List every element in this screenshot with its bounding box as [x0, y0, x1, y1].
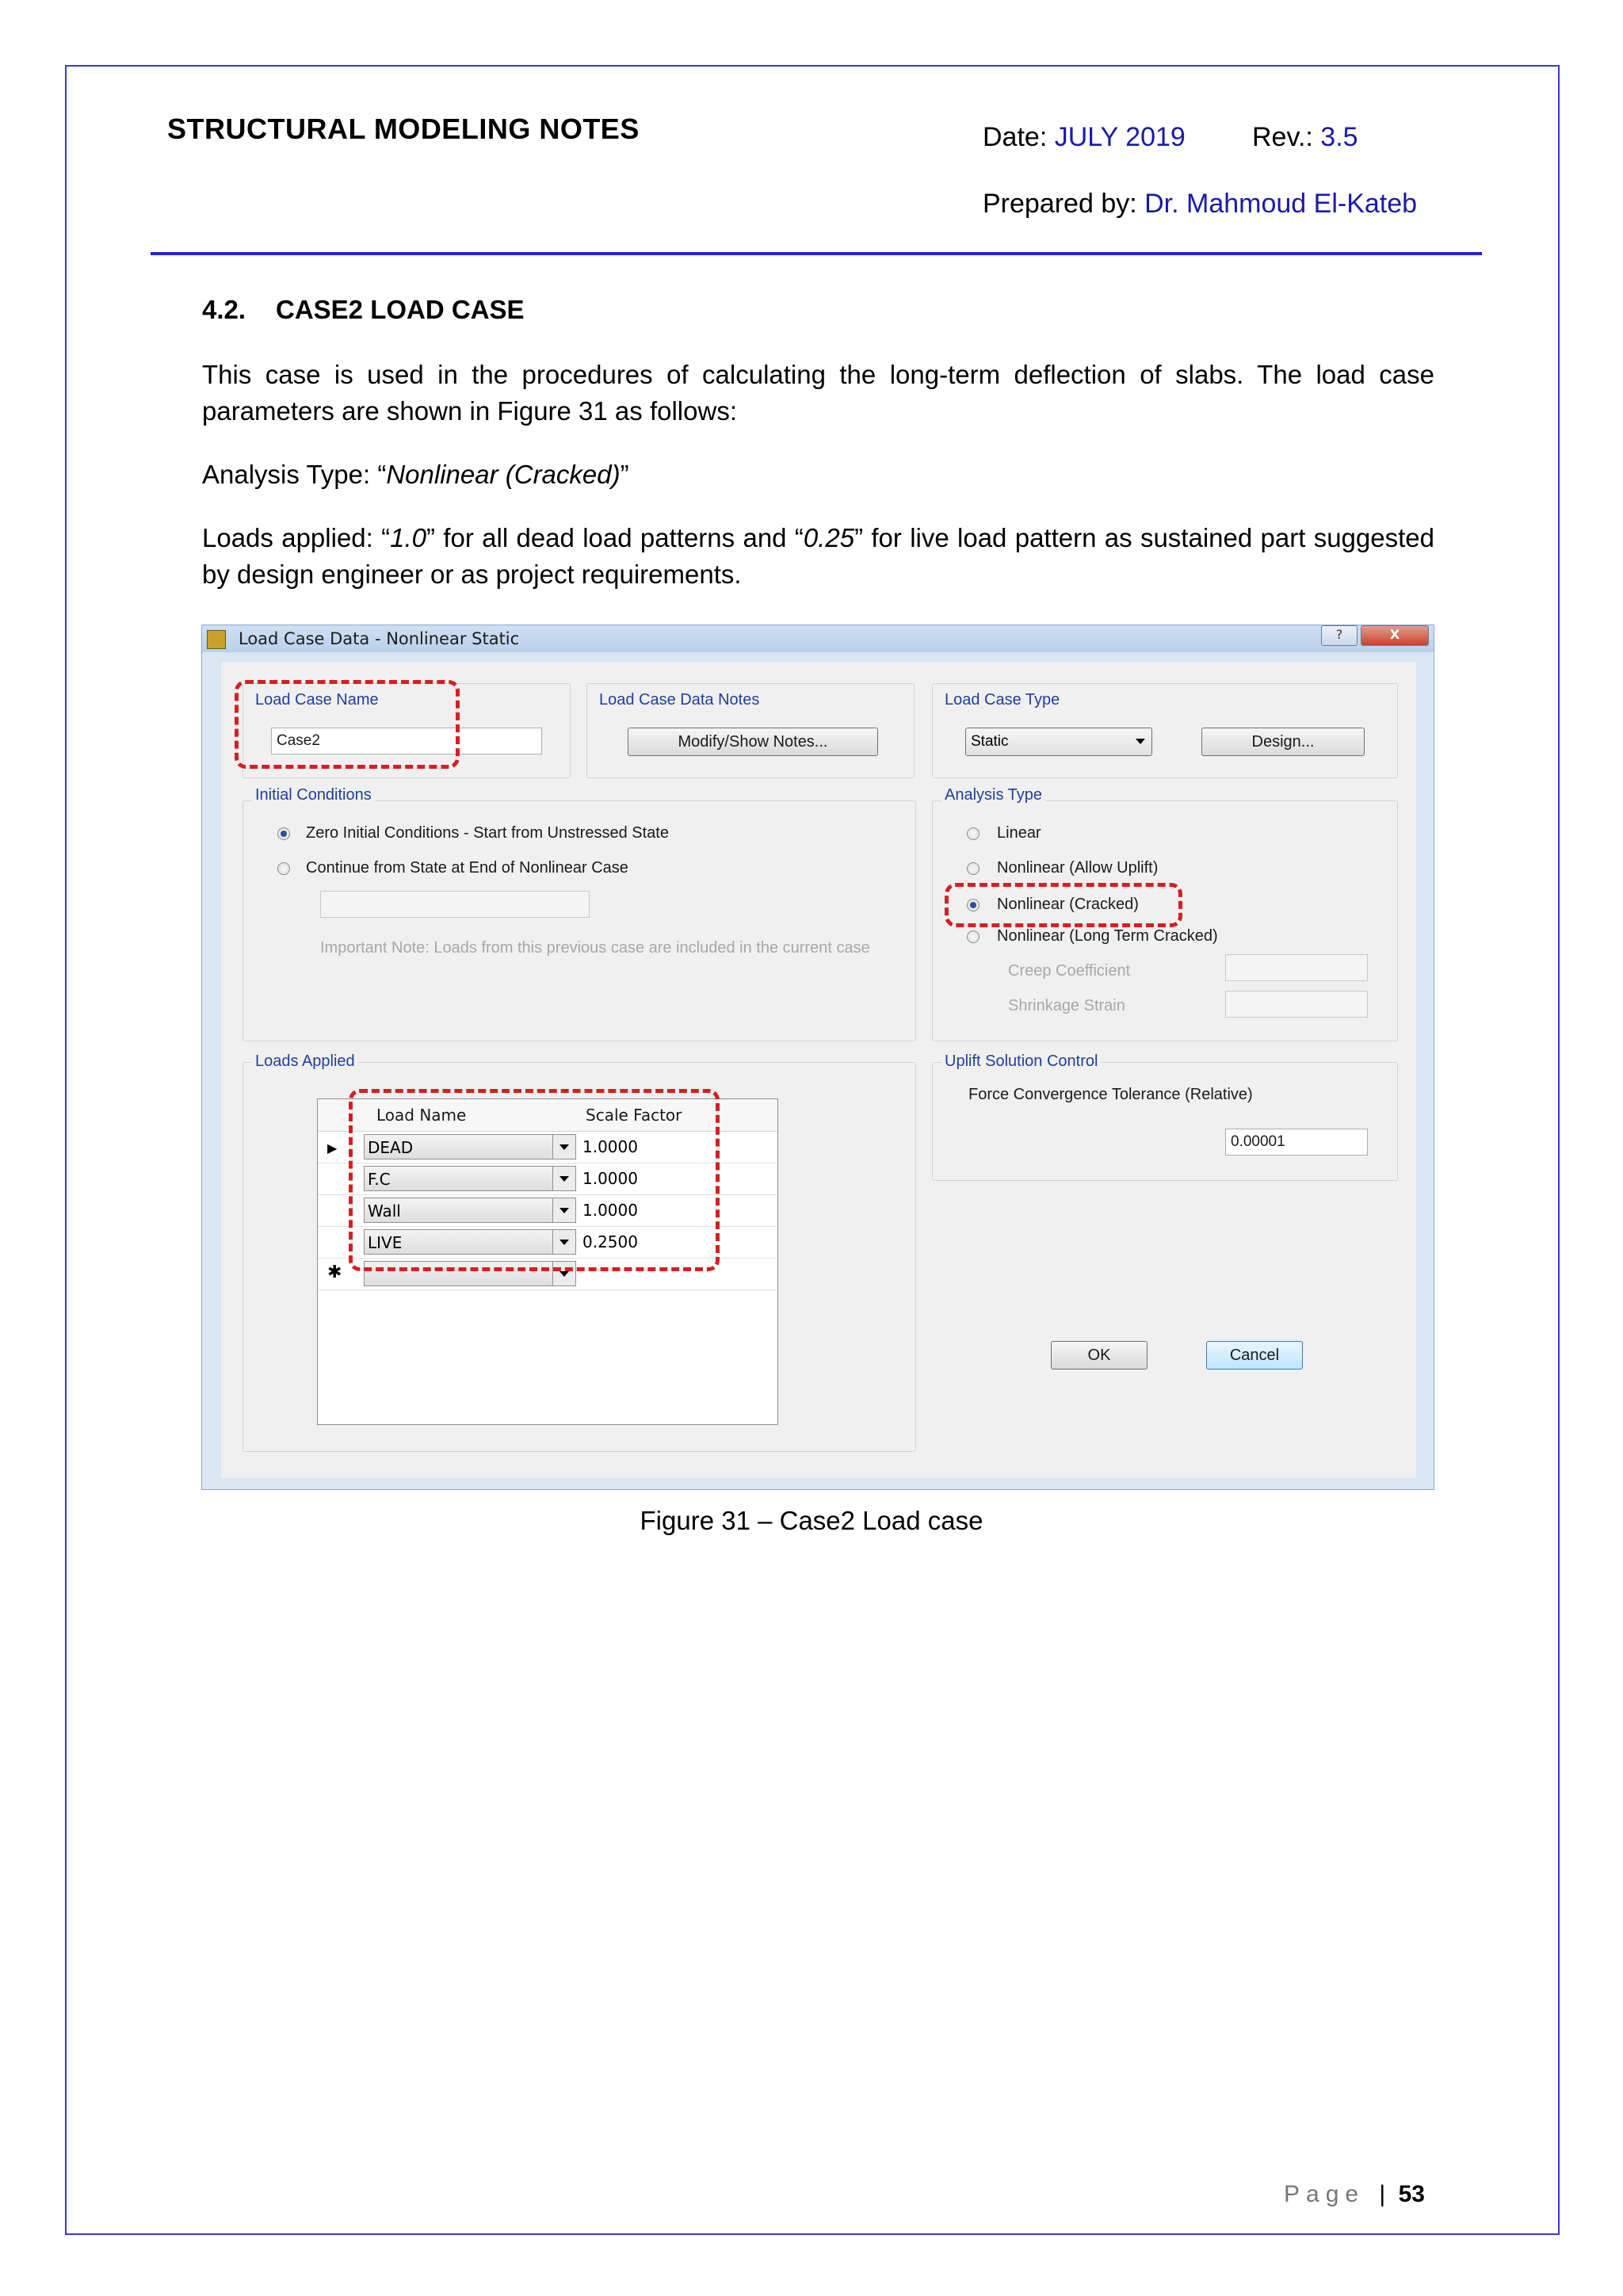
- new-row-asterisk-icon: ✱: [327, 1263, 342, 1282]
- page-separator: |: [1379, 2181, 1386, 2207]
- analysis-cracked-label: Nonlinear (Cracked): [997, 896, 1139, 913]
- force-tolerance-label: Force Convergence Tolerance (Relative): [968, 1086, 1253, 1103]
- current-row-marker-icon: ▶: [327, 1140, 338, 1156]
- rev-line: [1252, 122, 1358, 153]
- notes-label: Load Case Data Notes: [596, 691, 762, 709]
- analysis-type-prefix: Analysis Type: “: [202, 460, 387, 489]
- highlight-loads-applied: [349, 1089, 720, 1271]
- important-note: Important Note: Loads from this previous case are included in the current case: [320, 939, 870, 957]
- chevron-down-icon: [1136, 739, 1145, 744]
- load-name-value: F.C: [368, 1170, 391, 1189]
- scale-factor-value[interactable]: 1.0000: [582, 1137, 638, 1156]
- force-tolerance-input[interactable]: 0.00001: [1225, 1129, 1368, 1156]
- analysis-type-value: Nonlinear (Cracked): [386, 460, 621, 489]
- group-uplift-control: [932, 1062, 1398, 1181]
- app-icon: [207, 630, 226, 649]
- uplift-control-label: Uplift Solution Control: [941, 1052, 1101, 1071]
- analysis-uplift-label: Nonlinear (Allow Uplift): [997, 859, 1159, 877]
- loads-text-c: ” for live load pattern as sustained part suggested by design engineer or as project requirements.: [202, 523, 1434, 589]
- section-title: CASE2 LOAD CASE: [276, 295, 525, 324]
- live-factor-value: 0.25: [803, 523, 855, 552]
- prepared-line: [983, 189, 1417, 220]
- nonlinear-case-field[interactable]: [320, 891, 590, 918]
- scale-factor-value[interactable]: 1.0000: [582, 1201, 638, 1220]
- help-button[interactable]: ?: [1321, 625, 1358, 646]
- prepared-label: Prepared by:: [983, 189, 1137, 219]
- page-number: 53: [1398, 2181, 1425, 2207]
- load-case-type-select[interactable]: [965, 728, 1152, 756]
- close-button[interactable]: X: [1361, 625, 1429, 646]
- analysis-linear-radio[interactable]: [967, 827, 980, 840]
- document-title: STRUCTURAL MODELING NOTES: [167, 113, 640, 145]
- analysis-linear-label: Linear: [997, 824, 1041, 842]
- analysis-uplift-radio[interactable]: [967, 862, 980, 875]
- section-heading: [202, 295, 525, 325]
- rev-value: 3.5: [1320, 122, 1358, 152]
- loads-applied-label: Loads Applied: [252, 1052, 358, 1071]
- shrinkage-strain-field[interactable]: [1225, 991, 1368, 1018]
- load-name-value: DEAD: [368, 1138, 414, 1157]
- initial-conditions-label: Initial Conditions: [252, 786, 375, 804]
- load-name-value: LIVE: [368, 1233, 403, 1252]
- figure-caption: Figure 31 – Case2 Load case: [640, 1506, 983, 1535]
- load-case-name-input[interactable]: Case2: [271, 728, 542, 755]
- analysis-longterm-label: Nonlinear (Long Term Cracked): [997, 927, 1218, 945]
- design-button[interactable]: Design...: [1201, 728, 1365, 756]
- rev-label: Rev.:: [1252, 122, 1313, 152]
- header-rule: [151, 252, 1482, 255]
- section-number: 4.2.: [202, 295, 246, 324]
- dialog-title: Load Case Data - Nonlinear Static: [239, 629, 520, 648]
- ok-button[interactable]: OK: [1051, 1341, 1148, 1370]
- analysis-type-suffix: ”: [620, 460, 629, 489]
- page-footer: [1284, 2181, 1425, 2208]
- load-case-name-label: Load Case Name: [252, 691, 382, 709]
- page-word: Page: [1284, 2181, 1365, 2207]
- scale-factor-value[interactable]: 0.2500: [582, 1232, 638, 1251]
- analysis-type-label: Analysis Type: [941, 786, 1045, 804]
- initial-continue-label: Continue from State at End of Nonlinear Case: [306, 859, 628, 877]
- paragraph-intro: This case is used in the procedures of calculating the long-term deflection of slabs. The load case parameters are shown in Figure 31 as follows:: [202, 360, 1434, 426]
- highlight-load-case-name: [235, 680, 460, 769]
- date-label: Date:: [983, 122, 1048, 152]
- modify-notes-button[interactable]: Modify/Show Notes...: [628, 728, 878, 756]
- initial-zero-label: Zero Initial Conditions - Start from Unstressed State: [306, 824, 669, 842]
- col-scale-factor: Scale Factor: [586, 1106, 682, 1125]
- shrinkage-strain-label: Shrinkage Strain: [1008, 997, 1125, 1014]
- creep-coefficient-label: Creep Coefficient: [1008, 962, 1131, 980]
- scale-factor-value[interactable]: 1.0000: [582, 1169, 638, 1188]
- date-line: [983, 122, 1186, 153]
- analysis-longterm-radio[interactable]: [967, 930, 980, 943]
- load-name-value: Wall: [368, 1201, 401, 1221]
- paragraph-loads-applied: [202, 520, 1434, 593]
- dead-factor-value: 1.0: [390, 523, 427, 552]
- load-case-type-value: Static: [971, 733, 1009, 750]
- dialog-titlebar: [202, 625, 1434, 652]
- initial-zero-radio[interactable]: [277, 827, 290, 840]
- loads-text-b: ” for all dead load patterns and “: [426, 523, 804, 552]
- date-value: JULY 2019: [1054, 122, 1186, 152]
- highlight-nonlinear-cracked: [945, 883, 1182, 927]
- creep-coefficient-field[interactable]: [1225, 954, 1368, 981]
- loads-text-a: Loads applied: “: [202, 523, 391, 552]
- col-load-name: Load Name: [376, 1106, 467, 1125]
- cancel-button[interactable]: Cancel: [1206, 1341, 1303, 1370]
- paragraph-analysis-type: [202, 457, 1434, 493]
- load-case-type-label: Load Case Type: [941, 691, 1063, 709]
- prepared-value: Dr. Mahmoud El-Kateb: [1144, 189, 1418, 219]
- initial-continue-radio[interactable]: [277, 862, 290, 875]
